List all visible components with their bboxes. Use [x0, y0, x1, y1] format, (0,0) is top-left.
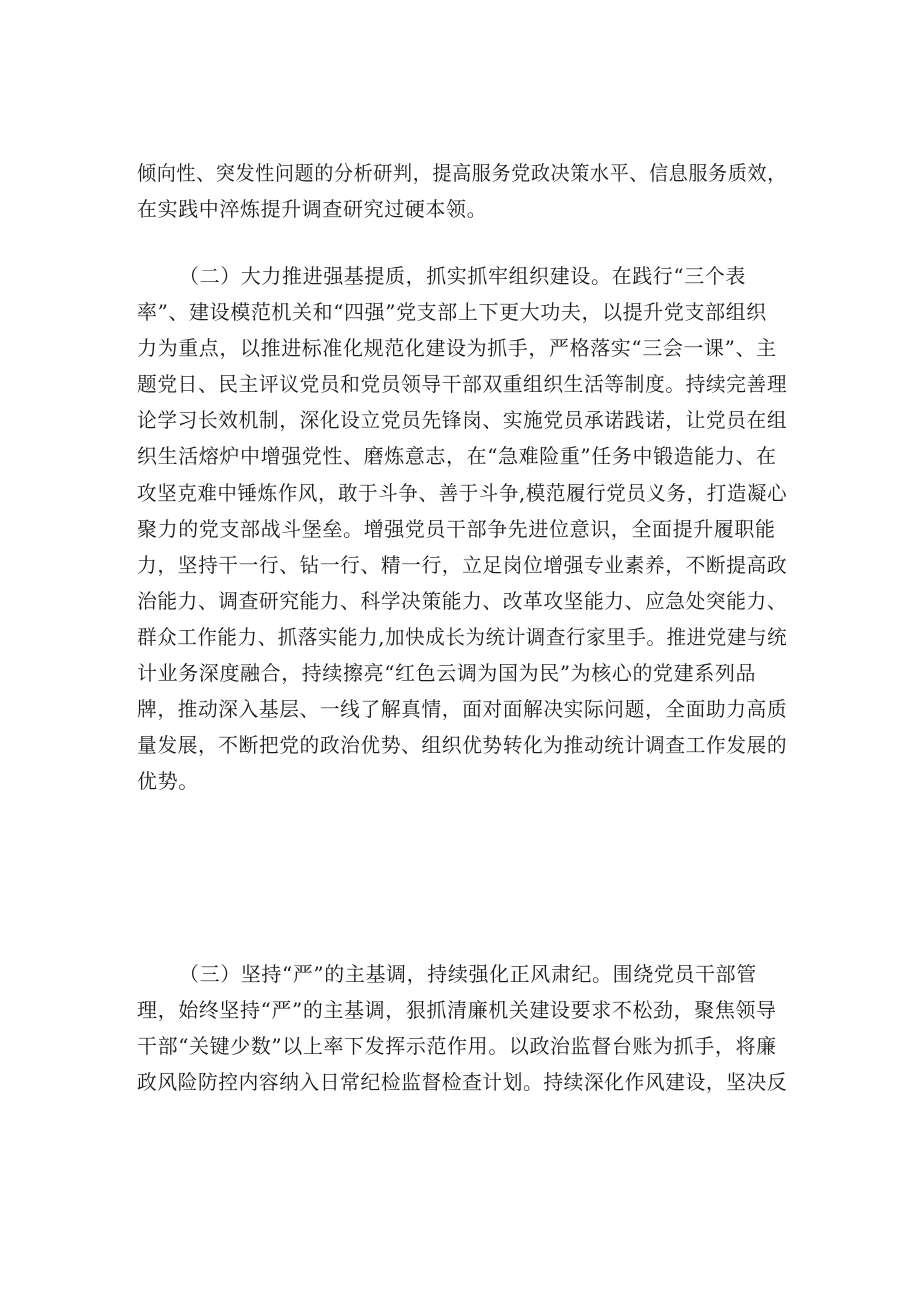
text-line: 织生活熔炉中增强党性、磨炼意志，在“急难险重”任务中锻造能力、在	[137, 444, 777, 469]
text-line: 治能力、调查研究能力、科学决策能力、改革攻坚能力、应急处突能力、	[137, 588, 788, 613]
text-line: （三）坚持“严”的主基调，持续强化正风肃纪。围绕党员干部管	[179, 962, 757, 986]
text-line: 论学习长效机制，深化设立党员先锋岗、实施党员承诺践诺，让党员在组	[137, 408, 788, 433]
text-line: 干部“关键少数”以上率下发挥示范作用。以政治监督台账为抓手，将廉	[137, 1034, 777, 1059]
text-line: （二）大力推进强基提质，抓实抓牢组织建设。在践行“三个表	[179, 264, 747, 288]
text-line: 力为重点，以推进标准化规范化建设为抓手，严格落实“三会一课”、主	[137, 336, 777, 361]
paragraph-2	[137, 258, 787, 799]
text-line: 量发展，不断把党的政治优势、组织优势转化为推动统计调查工作发展的	[137, 733, 788, 758]
text-line: 群众工作能力、抓落实能力,加快成长为统计调查行家里手。推进党建与统	[137, 624, 788, 649]
paragraph-1	[137, 155, 787, 227]
text-line: 牌，推动深入基层、一线了解真情，面对面解决实际问题，全面助力高质	[137, 697, 788, 722]
text-line: 题党日、民主评议党员和党员领导干部双重组织生活等制度。持续完善理	[137, 372, 788, 397]
text-line: 率”、建设模范机关和“四强”党支部上下更大功夫，以提升党支部组织	[137, 300, 767, 325]
text-line: 政风险防控内容纳入日常纪检监督检查计划。持续深化作风建设，坚决反	[137, 1070, 788, 1095]
text-line: 攻坚克难中锤炼作风，敢于斗争、善于斗争,模范履行党员义务，打造凝心	[137, 480, 788, 505]
text-line: 聚力的党支部战斗堡垒。增强党员干部争先进位意识，全面提升履职能	[137, 516, 776, 541]
text-line: 理，始终坚持“严”的主基调，狠抓清廉机关建设要求不松劲，聚焦领导	[137, 998, 777, 1023]
text-line: 计业务深度融合，持续擦亮“红色云调为国为民”为核心的党建系列品	[137, 661, 757, 686]
paragraph-3	[137, 956, 787, 1100]
text-line: 在实践中淬炼提升调查研究过硬本领。	[137, 197, 488, 222]
text-line: 倾向性、突发性问题的分析研判，提高服务党政决策水平、信息服务质效，	[137, 161, 787, 185]
text-line: 力，坚持干一行、钻一行、精一行，立足岗位增强专业素养，不断提高政	[137, 552, 788, 577]
text-line: 优势。	[137, 769, 199, 794]
